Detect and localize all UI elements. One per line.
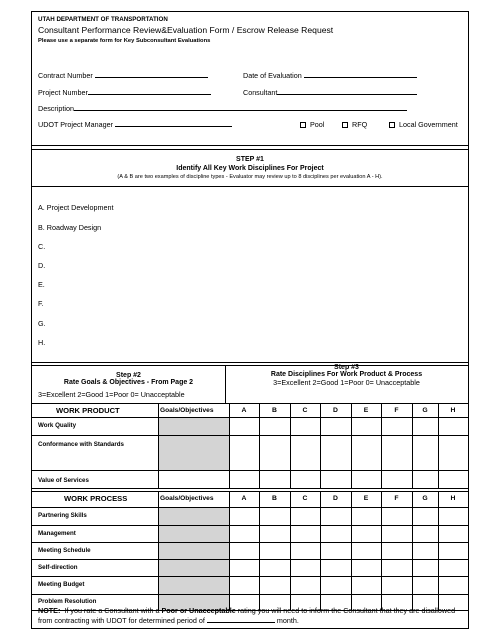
col-d: D xyxy=(333,495,338,502)
col-a: A xyxy=(241,407,247,414)
row-divider xyxy=(32,488,468,489)
description-line xyxy=(74,104,407,111)
grid-line xyxy=(259,491,260,610)
grid-line xyxy=(290,403,291,488)
discipline-b[interactable]: B. Roadway Design xyxy=(38,223,102,232)
row-meeting-schedule: Meeting Schedule xyxy=(38,547,91,554)
grid-line xyxy=(351,491,352,610)
row-divider xyxy=(32,576,468,577)
divider xyxy=(32,362,468,363)
project-number-line xyxy=(88,88,211,95)
local-government-checkbox-box[interactable] xyxy=(389,122,395,128)
note-text-1: If you rate a Consultant with a xyxy=(64,606,162,615)
discipline-c[interactable]: C. xyxy=(38,242,46,251)
grid-line xyxy=(259,403,260,488)
row-divider xyxy=(32,542,468,543)
col-g: G xyxy=(422,407,428,414)
discipline-d[interactable]: D. xyxy=(38,261,46,270)
rfq-checkbox[interactable] xyxy=(342,120,367,129)
col-e: E xyxy=(363,407,369,414)
date-of-evaluation-line xyxy=(304,71,417,78)
project-manager-field[interactable] xyxy=(38,120,232,129)
evaluation-form xyxy=(31,11,469,629)
step2-title: Step #2 xyxy=(116,372,141,379)
col-h: H xyxy=(450,407,456,414)
rfq-label: RFQ xyxy=(352,120,368,129)
grid-line xyxy=(229,403,230,488)
row-divider xyxy=(32,594,468,595)
step3-heading: Rate Disciplines For Work Product & Process xyxy=(270,371,423,378)
col-b: B xyxy=(272,407,277,414)
grid-line xyxy=(381,403,382,488)
pool-checkbox-box[interactable] xyxy=(300,122,306,128)
row-divider xyxy=(32,470,468,471)
grid-line xyxy=(438,403,439,488)
form-title: Consultant Performance Review&Evaluation Form / Escrow Release Request xyxy=(38,25,334,35)
grid-line xyxy=(412,491,413,610)
consultant-label: Consultant xyxy=(243,88,278,97)
step2-header xyxy=(32,372,225,386)
discipline-e[interactable]: E. xyxy=(38,280,45,289)
grid-line xyxy=(158,491,159,610)
pool-label: Pool xyxy=(310,120,325,129)
row-management: Management xyxy=(38,530,76,537)
col-a: A xyxy=(241,495,247,502)
rfq-checkbox-box[interactable] xyxy=(342,122,348,128)
work-process-header: WORK PROCESS xyxy=(64,494,128,503)
divider xyxy=(32,491,468,492)
description-field[interactable] xyxy=(38,104,407,113)
step1-title: STEP #1 xyxy=(236,156,264,163)
date-of-evaluation-field[interactable] xyxy=(243,71,417,80)
step3-title: Step #3 xyxy=(334,364,359,371)
step2-heading: Rate Goals & Objectives - From Page 2 xyxy=(63,379,194,386)
grid-line xyxy=(290,491,291,610)
work-process-goals-header: Goals/Objectives xyxy=(160,495,214,502)
step2-scale: 3=Excellent 2=Good 1=Poor 0= Unacceptable xyxy=(38,390,185,399)
date-of-evaluation-label: Date of Evaluation xyxy=(243,71,302,80)
grid-line xyxy=(320,403,321,488)
local-government-label: Local Government xyxy=(399,120,458,129)
discipline-g[interactable]: G. xyxy=(38,319,46,328)
consultant-line xyxy=(277,88,417,95)
grid-line xyxy=(158,403,159,488)
description-label: Description xyxy=(38,104,74,113)
step1-note: (A & B are two examples of discipline types - Evaluator may review up to 8 disciplines per evaluation A - H). xyxy=(117,174,383,180)
months-blank-line[interactable] xyxy=(207,616,275,623)
contract-number-field[interactable] xyxy=(38,71,208,80)
divider xyxy=(32,403,468,404)
row-divider xyxy=(32,525,468,526)
row-meeting-budget: Meeting Budget xyxy=(38,581,85,588)
discipline-h[interactable]: H. xyxy=(38,338,46,347)
col-f: F xyxy=(394,495,399,502)
row-divider xyxy=(32,559,468,560)
col-c: C xyxy=(302,495,308,502)
pool-checkbox[interactable] xyxy=(300,120,324,129)
project-number-field[interactable] xyxy=(38,88,211,97)
divider xyxy=(32,507,468,508)
form-subtitle: Please use a separate form for Key Subconsultant Evaluations xyxy=(38,38,211,44)
grid-line xyxy=(381,491,382,610)
row-problem-resolution: Problem Resolution xyxy=(38,598,97,605)
row-value-of-services: Value of Services xyxy=(38,477,89,484)
work-product-goals-column[interactable] xyxy=(158,418,229,470)
col-g: G xyxy=(422,495,428,502)
note-emphasis: Poor or Unacceptable xyxy=(161,606,236,615)
note-label: NOTE: xyxy=(38,606,61,615)
col-b: B xyxy=(272,495,277,502)
contract-number-label: Contract Number xyxy=(38,71,93,80)
grid-line xyxy=(412,403,413,488)
divider xyxy=(32,186,468,187)
col-c: C xyxy=(302,407,308,414)
project-manager-label: UDOT Project Manager xyxy=(38,120,113,129)
discipline-a[interactable]: A. Project Development xyxy=(38,203,114,212)
grid-line xyxy=(320,491,321,610)
note-text-2: rating you will need to inform the Consultant that they are disallowed from contracting with UDOT for determined period of xyxy=(38,606,456,625)
col-e: E xyxy=(363,495,369,502)
local-government-checkbox[interactable] xyxy=(389,120,458,129)
project-manager-line xyxy=(115,120,232,127)
grid-line xyxy=(351,403,352,488)
col-d: D xyxy=(333,407,338,414)
row-work-quality: Work Quality xyxy=(38,422,77,429)
grid-line xyxy=(229,491,230,610)
step3-header xyxy=(225,364,468,387)
grid-line xyxy=(438,491,439,610)
row-conformance-with-standards: Conformance with Standards xyxy=(38,441,124,448)
col-h: H xyxy=(450,495,456,502)
divider xyxy=(32,149,468,150)
row-self-direction: Self-direction xyxy=(38,564,78,571)
work-product-header: WORK PRODUCT xyxy=(56,406,120,415)
divider xyxy=(32,145,468,146)
project-number-label: Project Number xyxy=(38,88,88,97)
step3-scale: 3=Excellent 2=Good 1=Poor 0= Unacceptable xyxy=(273,378,420,387)
divider xyxy=(32,417,468,418)
row-divider xyxy=(32,435,468,436)
note-text-3: month. xyxy=(274,616,299,625)
work-product-goals-header: Goals/Objectives xyxy=(160,407,214,414)
note xyxy=(38,606,464,626)
step1-heading: Identify All Key Work Disciplines For Project xyxy=(176,165,324,172)
row-partnering-skills: Partnering Skills xyxy=(38,512,87,519)
consultant-field[interactable] xyxy=(243,88,417,97)
discipline-f[interactable]: F. xyxy=(38,299,44,308)
agency-name: UTAH DEPARTMENT OF TRANSPORTATION xyxy=(38,16,168,23)
contract-number-line xyxy=(95,71,208,78)
col-f: F xyxy=(394,407,399,414)
